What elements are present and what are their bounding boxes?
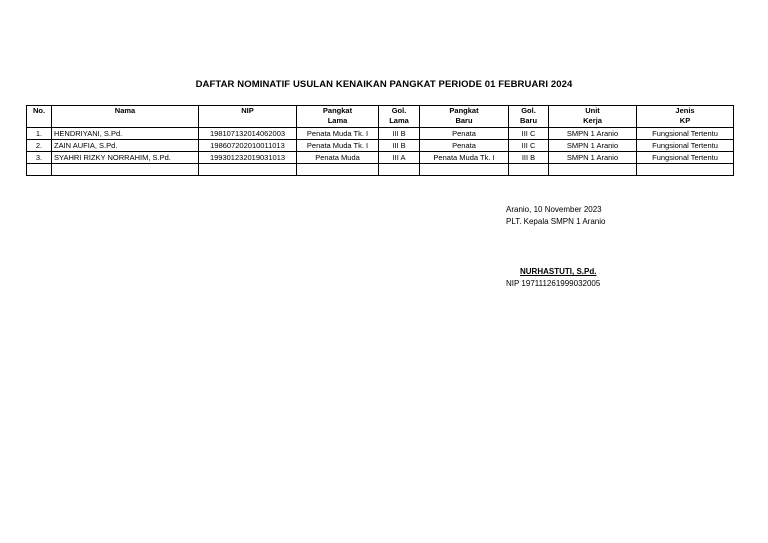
signature-place-date: Aranio, 10 November 2023	[506, 205, 602, 214]
cell-gol-lama: III B	[379, 128, 420, 140]
header-nip: NIP	[199, 106, 297, 128]
cell-nip: 199301232019031013	[199, 152, 297, 164]
cell-empty	[52, 164, 199, 176]
cell-no: 2.	[27, 140, 52, 152]
cell-unit-kerja: SMPN 1 Aranio	[549, 140, 637, 152]
cell-pangkat-baru: Penata Muda Tk. I	[420, 152, 509, 164]
header-nama: Nama	[52, 106, 199, 128]
cell-jenis-kp: Fungsional Tertentu	[637, 152, 734, 164]
table-header-row	[27, 106, 734, 128]
document-title: DAFTAR NOMINATIF USULAN KENAIKAN PANGKAT PERIODE 01 FEBRUARI 2024	[195, 79, 573, 90]
cell-nama: SYAHRI RIZKY NORRAHIM, S.Pd.	[52, 152, 199, 164]
cell-pangkat-baru: Penata	[420, 128, 509, 140]
cell-gol-lama: III B	[379, 140, 420, 152]
cell-empty	[549, 164, 637, 176]
cell-unit-kerja: SMPN 1 Aranio	[549, 128, 637, 140]
cell-empty	[637, 164, 734, 176]
cell-gol-baru: III C	[509, 140, 549, 152]
table-row	[27, 152, 734, 164]
cell-nama: ZAIN AUFIA, S.Pd.	[52, 140, 199, 152]
cell-pangkat-lama: Penata Muda Tk. I	[297, 140, 379, 152]
cell-unit-kerja: SMPN 1 Aranio	[549, 152, 637, 164]
cell-no: 3.	[27, 152, 52, 164]
header-pangkat-baru: Pangkat Baru	[420, 106, 509, 128]
header-unit-kerja: Unit Kerja	[549, 106, 637, 128]
nominatif-table	[26, 105, 734, 176]
table-row	[27, 140, 734, 152]
cell-empty	[420, 164, 509, 176]
header-gol-baru: Gol. Baru	[509, 106, 549, 128]
cell-pangkat-baru: Penata	[420, 140, 509, 152]
cell-nip: 198107132014062003	[199, 128, 297, 140]
table-row	[27, 128, 734, 140]
cell-empty	[379, 164, 420, 176]
signature-role: PLT. Kepala SMPN 1 Aranio	[506, 217, 606, 226]
cell-gol-baru: III C	[509, 128, 549, 140]
cell-pangkat-lama: Penata Muda Tk. I	[297, 128, 379, 140]
header-gol-lama: Gol. Lama	[379, 106, 420, 128]
table-row-empty	[27, 164, 734, 176]
header-pangkat-lama: Pangkat Lama	[297, 106, 379, 128]
signature-nip: NIP 197111261999032005	[506, 279, 601, 288]
header-jenis-kp: Jenis KP	[637, 106, 734, 128]
cell-empty	[199, 164, 297, 176]
cell-empty	[509, 164, 549, 176]
cell-no: 1.	[27, 128, 52, 140]
cell-pangkat-lama: Penata Muda	[297, 152, 379, 164]
cell-jenis-kp: Fungsional Tertentu	[637, 128, 734, 140]
cell-empty	[27, 164, 52, 176]
cell-jenis-kp: Fungsional Tertentu	[637, 140, 734, 152]
cell-nip: 198607202010011013	[199, 140, 297, 152]
cell-gol-lama: III A	[379, 152, 420, 164]
signature-name: NURHASTUTI, S.Pd.	[520, 267, 597, 276]
cell-gol-baru: III B	[509, 152, 549, 164]
cell-nama: HENDRIYANI, S.Pd.	[52, 128, 199, 140]
header-no: No.	[27, 106, 52, 128]
cell-empty	[297, 164, 379, 176]
